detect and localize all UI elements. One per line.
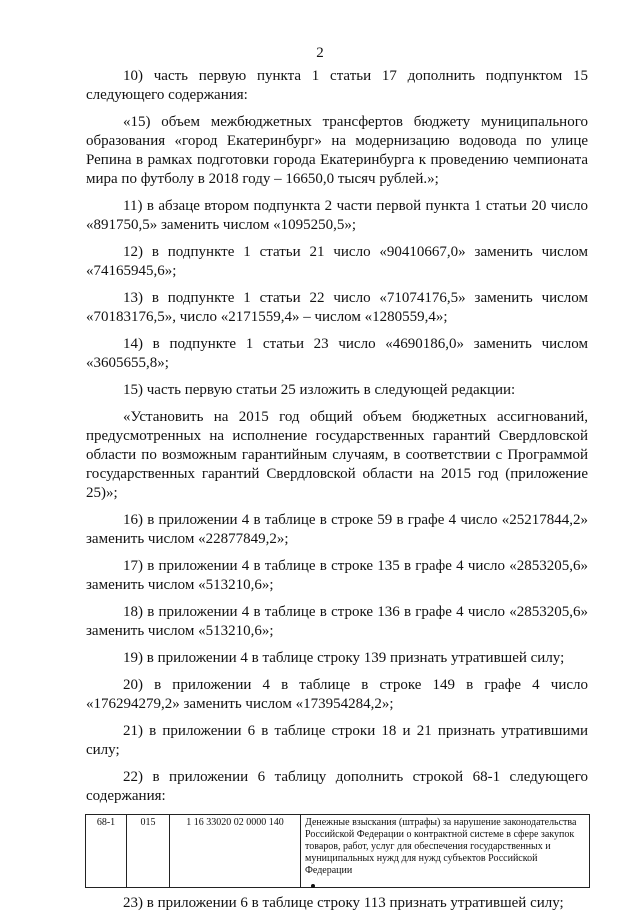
paragraph-item-20: 20) в приложении 4 в таблице в строке 149 в графе 4 число «176294279,2» заменить числом «173954284,2»; (86, 677, 588, 712)
paragraph-item-21: 21) в приложении 6 в таблице строки 18 и 21 признать утратившими силу; (86, 723, 588, 758)
admin-code-cell: 015 (127, 815, 170, 888)
paragraph-item-23: 23) в приложении 6 в таблице строку 113 признать утратившей силу; (123, 895, 564, 911)
paragraph-item-16: 16) в приложении 4 в таблице в строке 59 в графе 4 число «25217844,2» заменить числом «22877849,2»; (86, 512, 588, 547)
paragraph-item-10: 10) часть первую пункта 1 статьи 17 дополнить подпунктом 15 следующего содержания: (86, 68, 588, 103)
paragraph-quote-subitem-15: «15) объем межбюджетных трансфертов бюджету муниципального образования «город Екатеринбург» на модернизацию водовода по улице Репина в рамках подготовки города Екатеринбурга к проведению чемпионата мира по футболу в 2018 году – 16650,0 тысяч рублей.»; (86, 114, 588, 187)
table-row (86, 815, 590, 888)
paragraph-item-13: 13) в подпункте 1 статьи 22 число «71074176,5» заменить числом «70183176,5», число «2171559,4» – числом «1280559,4»; (86, 290, 588, 325)
revenue-code-cell: 1 16 33020 02 0000 140 (170, 815, 301, 888)
page-dot-mark (311, 884, 315, 888)
row-number-cell: 68-1 (86, 815, 127, 888)
paragraph-item-15: 15) часть первую статьи 25 изложить в следующей редакции: (123, 382, 516, 398)
paragraph-quote-article-25: «Установить на 2015 год общий объем бюджетных ассигнований, предусмотренных на исполнение государственных гарантий Свердловской области по возможным гарантийным случаям, в соответствии с Программой государственных гарантий Свердловской области на 2015 год (приложение 25)»; (86, 409, 588, 501)
paragraph-item-17: 17) в приложении 4 в таблице в строке 135 в графе 4 число «2853205,6» заменить числом «513210,6»; (86, 558, 588, 593)
revenue-name-cell: Денежные взыскания (штрафы) за нарушение законодательства Российской Федерации о контрактной системе в сфере закупок товаров, работ, услуг для обеспечения государственных и муниципальных нужд для нужд субъектов Российской Федерации (301, 815, 590, 888)
page-number: 2 (316, 45, 324, 61)
paragraph-item-22: 22) в приложении 6 таблицу дополнить строкой 68-1 следующего содержания: (86, 769, 588, 804)
paragraph-item-14: 14) в подпункте 1 статьи 23 число «4690186,0» заменить числом «3605655,8»; (86, 336, 588, 371)
paragraph-item-19: 19) в приложении 4 в таблице строку 139 признать утратившей силу; (123, 650, 565, 666)
paragraph-item-18: 18) в приложении 4 в таблице в строке 136 в графе 4 число «2853205,6» заменить числом «513210,6»; (86, 604, 588, 639)
paragraph-item-11: 11) в абзаце втором подпункта 2 части первой пункта 1 статьи 20 число «891750,5» заменить числом «1095250,5»; (86, 198, 588, 233)
inserted-row-table (85, 814, 590, 888)
document-body (86, 67, 588, 921)
paragraph-item-12: 12) в подпункте 1 статьи 21 число «90410667,0» заменить числом «74165945,6»; (86, 244, 588, 279)
